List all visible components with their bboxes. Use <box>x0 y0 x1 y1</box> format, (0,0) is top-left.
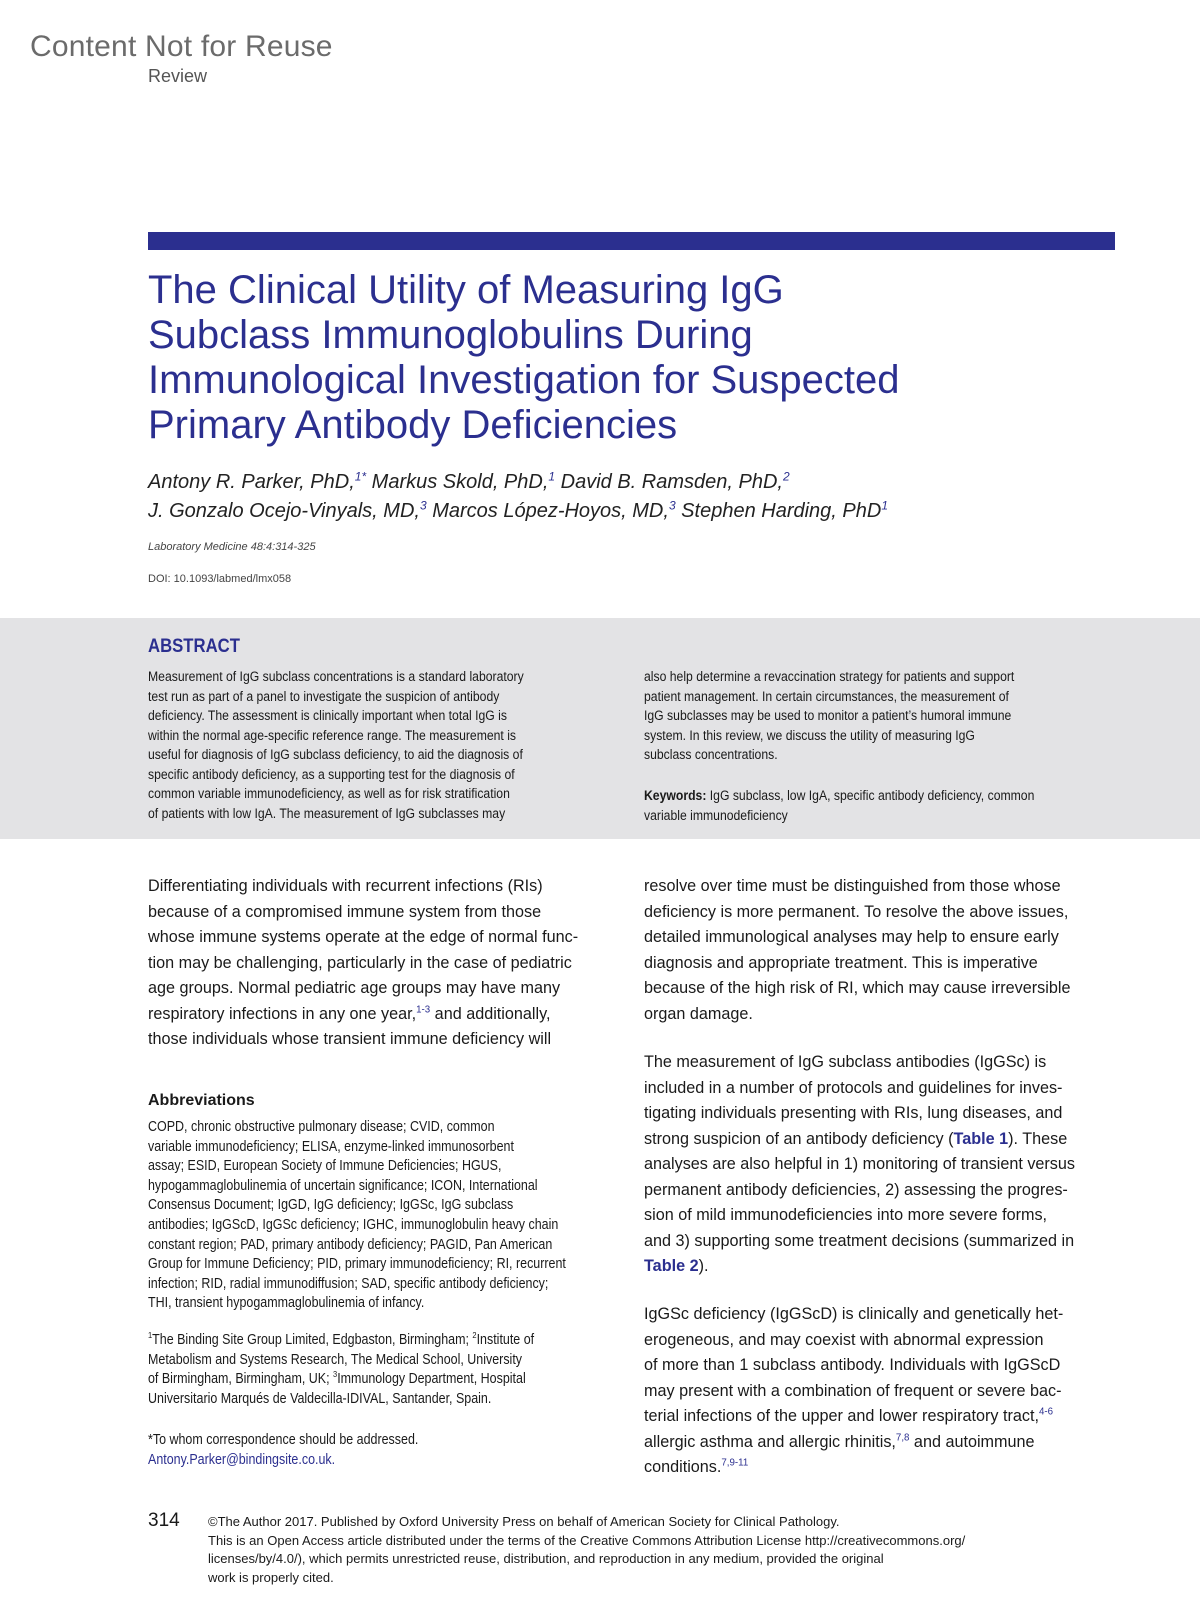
keywords-text: IgG subclass, low IgA, specific antibody deficiency, common <box>706 788 1035 804</box>
body-text: terial infections of the upper and lower respiratory tract, <box>644 1407 1039 1425</box>
body-line: may present with a combination of frequent or severe bac- <box>644 1381 1062 1400</box>
body-line: because of a compromised immune system from those <box>148 902 542 921</box>
body-text: and autoimmune <box>909 1432 1035 1451</box>
reference-link[interactable]: 7,8 <box>895 1432 910 1444</box>
body-right-paragraph-1 <box>644 874 1070 1027</box>
reference-link[interactable]: 1-3 <box>416 1004 431 1016</box>
body-line <box>644 1455 1063 1481</box>
keywords-label: Keywords: <box>644 788 707 804</box>
abstract-line: also help determine a revaccination strategy for patients and support <box>644 669 1015 685</box>
body-line: organ damage. <box>644 1004 753 1023</box>
body-line: because of the high risk of RI, which may cause irreversible <box>644 979 1071 997</box>
body-line: tigating individuals presenting with RIs, lung diseases, and <box>644 1104 1063 1122</box>
abbreviation-line: constant region; PAD, primary antibody deficiency; PAGID, Pan American <box>148 1236 553 1253</box>
author-name: Stephen Harding, PhD <box>675 500 882 522</box>
body-line: tion may be challenging, particularly in the case of pediatric <box>148 953 572 972</box>
affiliation-line: Metabolism and Systems Research, The Medical School, University <box>148 1351 523 1368</box>
body-text: ). These <box>1008 1129 1068 1148</box>
body-line: resolve over time must be distinguished from those whose <box>644 877 1061 895</box>
correspondence <box>148 1431 418 1470</box>
correspondence-email-link[interactable]: Antony.Parker@bindingsite.co.uk. <box>148 1451 336 1468</box>
body-line: Differentiating individuals with recurrent infections (RIs) <box>148 877 543 895</box>
footer-line: work is properly cited. <box>208 1569 334 1585</box>
affiliation-text: Institute of <box>476 1332 535 1348</box>
copyright-footer <box>208 1513 965 1587</box>
body-line: and 3) supporting some treatment decisions (summarized in <box>644 1231 1075 1250</box>
page-number: 314 <box>148 1510 180 1531</box>
abstract-line: deficiency. The assessment is clinically important when total IgG is <box>148 708 507 724</box>
body-text: conditions. <box>644 1458 722 1476</box>
abstract-line: IgG subclasses may be used to monitor a patient’s humoral immune <box>644 708 1012 724</box>
reference-link[interactable]: 7,9-11 <box>721 1457 749 1469</box>
doi: DOI: 10.1093/labmed/lmx058 <box>148 573 292 585</box>
body-line: detailed immunological analyses may help to ensure early <box>644 928 1059 946</box>
body-text: allergic asthma and allergic rhinitis, <box>644 1432 896 1451</box>
author-name: David B. Ramsden, PhD, <box>555 471 783 493</box>
body-right-paragraph-2 <box>644 1050 1075 1280</box>
table-1-link[interactable]: Table 1 <box>953 1129 1009 1148</box>
title-line: Primary Antibody Deficiencies <box>148 403 678 447</box>
abbreviations-list <box>148 1118 566 1314</box>
author-line <box>148 468 1128 497</box>
body-line: included in a number of protocols and guidelines for inves- <box>644 1078 1063 1097</box>
affiliation-text: of Birmingham, Birmingham, UK; <box>148 1371 334 1388</box>
abstract-right-column <box>644 668 1014 766</box>
title-line: The Clinical Utility of Measuring IgG <box>148 268 784 312</box>
abstract-line: test run as part of a panel to investigate the suspicion of antibody <box>148 688 500 705</box>
author-name: Antony R. Parker, PhD, <box>148 471 355 493</box>
abstract-line: useful for diagnosis of IgG subclass deficiency, to aid the diagnosis of <box>148 747 523 763</box>
abstract-keywords <box>644 787 1034 826</box>
author-name: Markus Skold, PhD, <box>366 471 549 493</box>
body-line: analyses are also helpful in 1) monitoring of transient versus <box>644 1155 1075 1173</box>
table-2-link[interactable]: Table 2 <box>644 1257 699 1275</box>
abstract-line: specific antibody deficiency, as a supporting test for the diagnosis of <box>148 766 515 783</box>
abbreviation-line: Group for Immune Deficiency; PID, primary immunodeficiency; RI, recurrent <box>148 1256 566 1273</box>
footer-line: This is an Open Access article distributed under the terms of the Creative Commons Attribution License http://creativecommons.org/ <box>208 1532 966 1548</box>
affiliations <box>148 1331 534 1409</box>
abstract-line: of patients with low IgA. The measurement of IgG subclasses may <box>148 805 506 822</box>
keywords-line <box>644 787 1034 807</box>
section-label: Review <box>148 66 208 86</box>
abbreviation-line: assay; ESID, European Society of Immune Deficiencies; HGUS, <box>148 1158 502 1175</box>
footer-line: licenses/by/4.0/), which permits unrestricted reuse, distribution, and reproduction in any medium, provided the original <box>208 1551 884 1566</box>
affiliation-line <box>148 1331 534 1351</box>
affiliation-line: Universitario Marqués de Valdecilla-IDIVAL, Santander, Spain. <box>148 1390 492 1407</box>
affiliation-line <box>148 1370 534 1390</box>
abbreviation-line: THI, transient hypogammaglobulinemia of infancy. <box>148 1295 425 1312</box>
abbreviation-line: antibodies; IgGScD, IgGSc deficiency; IGHC, immunoglobulin heavy chain <box>148 1216 559 1233</box>
body-line: those individuals whose transient immune deficiency will <box>148 1030 552 1048</box>
author-affiliation-ref: 3 <box>668 498 676 513</box>
body-text: respiratory infections in any one year, <box>148 1004 417 1023</box>
author-affiliation-ref: 2 <box>782 469 790 484</box>
abbreviation-line: infection; RID, radial immunodiffusion; SAD, specific antibody deficiency; <box>148 1275 549 1292</box>
affiliation-marker: 3 <box>333 1369 338 1380</box>
author-affiliation-ref: 3 <box>419 498 427 513</box>
affiliation-text: Immunology Department, Hospital <box>337 1371 526 1388</box>
body-line: diagnosis and appropriate treatment. This is imperative <box>644 953 1038 972</box>
body-line: whose immune systems operate at the edge of normal func- <box>148 928 579 946</box>
body-text: strong suspicion of an antibody deficiency ( <box>644 1129 954 1148</box>
abbreviation-line: variable immunodeficiency; ELISA, enzyme-linked immunosorbent <box>148 1138 514 1155</box>
title-line: Subclass Immunoglobulins During <box>148 313 753 357</box>
journal-citation: Laboratory Medicine 48:4:314-325 <box>148 541 316 553</box>
abbreviation-line: hypogammaglobulinemia of uncertain significance; ICON, International <box>148 1177 538 1194</box>
abstract-line: system. In this review, we discuss the utility of measuring IgG <box>644 727 975 744</box>
abstract-line: subclass concentrations. <box>644 747 778 763</box>
footer-line: ©The Author 2017. Published by Oxford University Press on behalf of American Society for Clinical Pathology. <box>208 1514 840 1529</box>
abstract-line: Measurement of IgG subclass concentrations is a standard laboratory <box>148 669 524 685</box>
author-affiliation-ref: 1* <box>354 469 367 484</box>
body-line: erogeneous, and may coexist with abnormal expression <box>644 1330 1044 1349</box>
body-line: sion of mild immunodeficiencies into more severe forms, <box>644 1206 1048 1224</box>
article-title <box>148 268 1108 448</box>
body-line: IgGSc deficiency (IgGScD) is clinically and genetically het- <box>644 1305 1064 1323</box>
affiliation-marker: 1 <box>148 1330 153 1341</box>
body-line <box>644 1127 1075 1153</box>
author-name: J. Gonzalo Ocejo-Vinyals, MD, <box>148 500 420 522</box>
body-left-intro <box>148 874 578 1053</box>
body-text: and additionally, <box>430 1004 551 1023</box>
body-line: age groups. Normal pediatric age groups may have many <box>148 979 561 997</box>
body-line: deficiency is more permanent. To resolve the above issues, <box>644 902 1069 921</box>
affiliation-text: The Binding Site Group Limited, Edgbaston, Birmingham; <box>152 1332 473 1348</box>
body-line <box>644 1430 1063 1456</box>
title-rule <box>148 232 1115 250</box>
author-affiliation-ref: 1 <box>548 469 556 484</box>
abbreviation-line: Consensus Document; IgGD, IgG deficiency; IgGSc, IgG subclass <box>148 1197 514 1214</box>
abstract-line: within the normal age-specific reference range. The measurement is <box>148 727 517 744</box>
body-line: The measurement of IgG subclass antibodies (IgGSc) is <box>644 1053 1047 1071</box>
body-text: ). <box>698 1257 709 1275</box>
abstract-left-column <box>148 668 524 824</box>
correspondence-note: *To whom correspondence should be addressed. <box>148 1432 419 1448</box>
abstract-line: common variable immunodeficiency, as well as for risk stratification <box>148 786 510 802</box>
body-line <box>148 1002 578 1028</box>
abstract-line: patient management. In certain circumstances, the measurement of <box>644 688 1009 705</box>
body-line <box>644 1404 1063 1430</box>
abbreviations-heading: Abbreviations <box>148 1092 255 1109</box>
title-line: Immunological Investigation for Suspected <box>148 358 900 402</box>
body-right-paragraph-3 <box>644 1302 1063 1481</box>
affiliation-marker: 2 <box>472 1330 477 1341</box>
body-line: of more than 1 subclass antibody. Individuals with IgGScD <box>644 1356 1061 1374</box>
author-name: Marcos López-Hoyos, MD, <box>426 500 669 522</box>
abbreviation-line: COPD, chronic obstructive pulmonary disease; CVID, common <box>148 1119 495 1135</box>
author-list <box>148 468 1128 526</box>
body-line: permanent antibody deficiencies, 2) assessing the progres- <box>644 1180 1068 1199</box>
author-affiliation-ref: 1 <box>881 498 888 513</box>
author-line <box>148 497 1128 526</box>
watermark: Content Not for Reuse <box>30 30 333 63</box>
body-line <box>644 1254 1075 1280</box>
keywords-line: variable immunodeficiency <box>644 807 788 824</box>
abstract-heading: ABSTRACT <box>148 636 240 657</box>
reference-link[interactable]: 4-6 <box>1039 1406 1054 1418</box>
